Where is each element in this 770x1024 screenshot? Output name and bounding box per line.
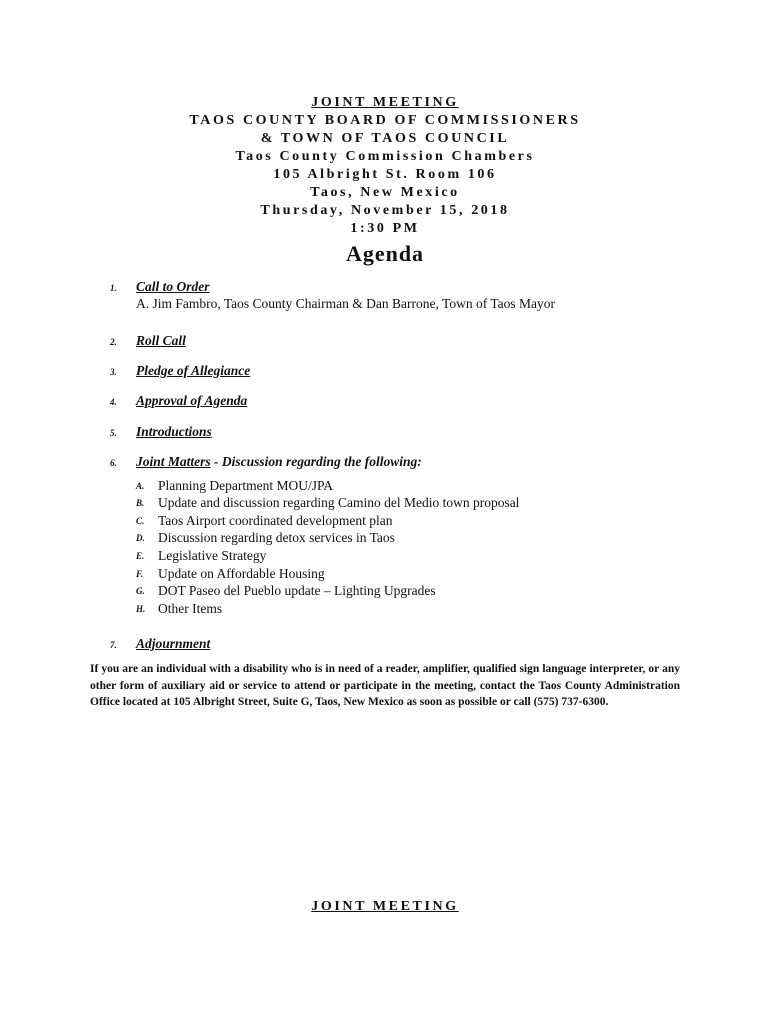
agenda-heading: Agenda [345,241,425,266]
item-label-extra: - Discussion regarding the following: [210,454,422,469]
item-number: 3. [110,367,117,377]
meeting-title: JOINT MEETING [311,95,459,110]
item-number: 1. [110,283,117,293]
subitem-text: Update and discussion regarding Camino del Medio town proposal [158,495,520,510]
item-number: 7. [110,640,117,650]
item-label [136,636,210,652]
header-line-council: & TOWN OF TAOS COUNCIL [260,131,510,146]
item-number: 6. [110,458,117,468]
header-line-board: TAOS COUNTY BOARD OF COMMISSIONERS [189,113,581,128]
accessibility-notice: If you are an individual with a disability who is in need of a reader, amplifier, qualified sign language interpreter, or any other form of auxiliary aid or service to attend or participate in the meeting, contact the Taos County Administration Office located at 105 Albright Street, Suite G, Taos, New Mexico as soon as possible or call (575) 737-6300. [90,663,680,708]
item-label-text: Adjournment [136,636,211,651]
subitem-letter: C. [136,516,145,526]
subitem-text: Update on Affordable Housing [158,566,325,581]
item-label-text: Call to Order [136,279,210,294]
subitem-letter: A. [136,481,145,491]
footer-meeting-title: JOINT MEETING [311,899,459,914]
item-label-text: Roll Call [136,333,186,348]
subitem-letter: B. [136,498,145,508]
subitem-text: Planning Department MOU/JPA [158,478,333,493]
item-number: 2. [110,337,117,347]
subitem-letter: E. [136,551,145,561]
item-label-text: Approval of Agenda [136,393,248,408]
subitem-letter: H. [136,604,146,614]
header-line-venue: Taos County Commission Chambers [235,149,535,164]
subitem-text: Taos Airport coordinated development plan [158,513,393,528]
subitem-text: Legislative Strategy [158,548,267,563]
subitem-text: Other Items [158,601,223,616]
item-number: 5. [110,428,117,438]
call-to-order-detail: A. Jim Fambro, Taos County Chairman & Dan Barrone, Town of Taos Mayor [136,296,555,311]
header-line-city: Taos, New Mexico [310,185,460,200]
subitem-letter: F. [136,569,144,579]
header-line-time: 1:30 PM [350,221,420,236]
item-label-text: Pledge of Allegiance [136,363,251,378]
subitem-text: Discussion regarding detox services in Taos [158,530,395,545]
item-label [136,424,212,440]
item-label-text: Joint Matters [136,454,211,469]
item-label [136,279,210,295]
item-label [136,333,186,349]
subitem-text: DOT Paseo del Pueblo update – Lighting Upgrades [158,583,436,598]
item-label [136,363,250,379]
item-label-text: Introductions [136,424,212,439]
item-number: 4. [110,397,117,407]
header-line-date: Thursday, November 15, 2018 [260,203,510,218]
header-line-address: 105 Albright St. Room 106 [273,167,497,182]
subitem-letter: G. [136,586,145,596]
item-label [136,393,247,409]
subitem-letter: D. [136,533,145,543]
item-label [136,454,422,470]
meeting-header [0,94,770,238]
